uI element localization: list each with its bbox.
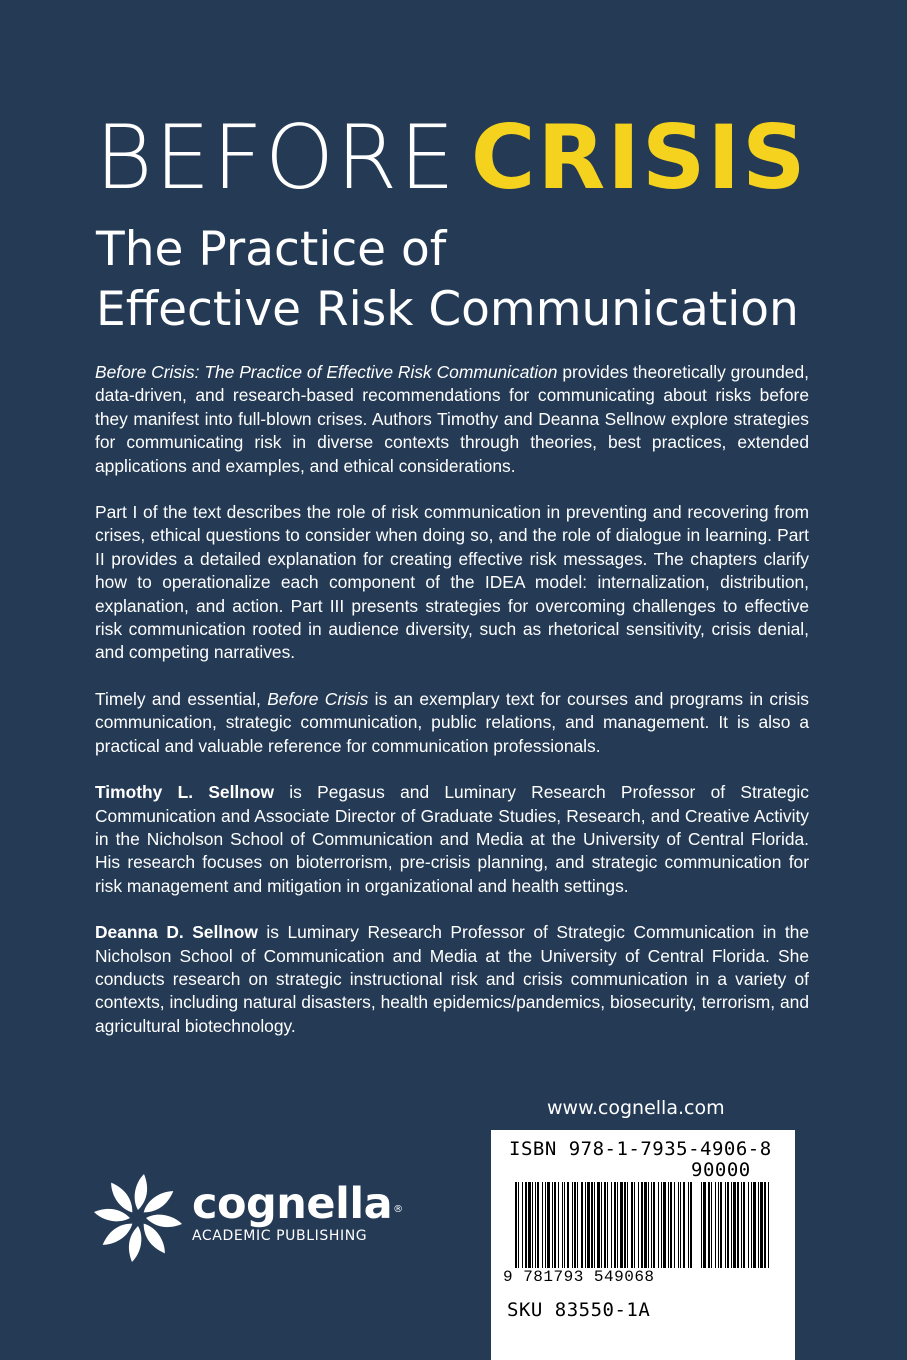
barcode-bar [528, 1182, 531, 1268]
ean-digits: 9 781793 549068 [503, 1268, 655, 1286]
barcode-bar [535, 1182, 536, 1268]
barcode-bar [688, 1182, 689, 1268]
addon-bar [748, 1182, 749, 1268]
addon-bar [741, 1182, 742, 1268]
barcode-bar [611, 1182, 612, 1268]
subtitle-line-2: Effective Risk Communication [96, 282, 799, 337]
barcode-bar [683, 1182, 685, 1268]
addon-code: 90000 [691, 1159, 751, 1181]
barcode-bar [634, 1182, 635, 1268]
barcode-bar [572, 1182, 573, 1268]
barcode-bar [661, 1182, 662, 1268]
publisher-subtitle: ACADEMIC PUBLISHING [192, 1228, 368, 1244]
sku-text: SKU 83550-1A [507, 1299, 651, 1321]
barcode-bar [614, 1182, 616, 1268]
addon-bar [768, 1182, 769, 1268]
barcode-bar [518, 1182, 519, 1268]
barcode-bar [591, 1182, 593, 1268]
barcode-bar [558, 1182, 559, 1268]
addon-bar [758, 1182, 759, 1268]
barcode-bar [638, 1182, 639, 1268]
barcode-bar [601, 1182, 602, 1268]
addon-bar [718, 1182, 719, 1268]
addon-bar [737, 1182, 739, 1268]
barcode-bar [678, 1182, 679, 1268]
description-paragraph-3: Timely and essential, Before Crisis is an exemplary text for courses and programs in crisis communication, strategic communication, public relations, and management. It is also a practical and valuable reference for communication professionals. [95, 688, 810, 756]
barcode-bar [674, 1182, 675, 1268]
barcode-bar [604, 1182, 606, 1268]
barcode-bar [663, 1182, 666, 1268]
barcode-bar [670, 1182, 672, 1268]
addon-bar [720, 1182, 722, 1268]
barcode-bar [648, 1182, 649, 1268]
barcode-bar [607, 1182, 608, 1268]
barcode-bar [594, 1182, 595, 1268]
addon-bar [753, 1182, 756, 1268]
author-name: Timothy L. Sellnow [95, 782, 275, 803]
back-cover-copy [95, 361, 809, 1061]
barcode-bar [545, 1182, 546, 1268]
book-title [95, 108, 807, 208]
book-title-italic: Before Crisis: The Practice of Effective Risk Communication [95, 362, 558, 382]
barcode-bar [562, 1182, 563, 1268]
title-crisis: CRISIS [470, 106, 808, 209]
description-paragraph-1: Before Crisis: The Practice of Effective Risk Communication provides theoretically grounded, data-driven, and research-based recommendations for communicating about risks before they manifest into full-blown crises. Authors Timothy and Deanna Sellnow explore strategies for communicating risk in diverse contexts through theories, best practices, extended applications and examples, and ethical considerations. [95, 362, 809, 476]
barcode-bar [574, 1182, 576, 1268]
barcode-bar [620, 1182, 623, 1268]
author-name: Deanna D. Sellnow [95, 922, 258, 943]
barcode-bar [597, 1182, 600, 1268]
publisher-website[interactable]: www.cognella.com [547, 1097, 725, 1119]
barcode-bar [547, 1182, 550, 1268]
addon-bar [711, 1182, 712, 1268]
isbn-text: ISBN 978-1-7935-4906-8 [509, 1138, 772, 1160]
barcode-bar [542, 1182, 543, 1268]
publisher-logo [88, 1168, 408, 1268]
addon-bar [727, 1182, 729, 1268]
barcode-bar [627, 1182, 628, 1268]
barcode-bar [537, 1182, 539, 1268]
addon-bar [764, 1182, 766, 1268]
barcode-bar [631, 1182, 633, 1268]
barcode-bar [587, 1182, 590, 1268]
description-paragraph-2: Part I of the text describes the role of risk communication in preventing and recovering from crises, ethical questions to consider when doing so, and the role of dialogue in learning. Part II provides a detailed explanation for creating effective risk messages. The chapters clarify how to operationalize each component of the IDEA model: internalization, distribution, explanation, and action. Part III presents strategies for overcoming challenges to effective risk communication rooted in audience diversity, such as rhetorical sensitivity, crisis denial, and competing narratives. [95, 502, 809, 663]
barcode-bar [658, 1182, 659, 1268]
addon-bar [760, 1182, 763, 1268]
barcode-bar [577, 1182, 578, 1268]
barcode-bar [644, 1182, 647, 1268]
addon-bar [703, 1182, 706, 1268]
barcode-bar [651, 1182, 652, 1268]
barcode-bar [554, 1182, 556, 1268]
barcode-bar [515, 1182, 517, 1268]
publisher-name: cognella® [192, 1179, 403, 1229]
barcode-bar [680, 1182, 681, 1268]
author-bio-deanna: Deanna D. Sellnow is Luminary Research Professor of Strategic Communication in the Nicholson School of Communication and Media at the University of Central Florida. She conducts research on strategic instructional risk and crisis communication in a variety of contexts, including natural disasters, health epidemics/pandemics, biosecurity, terrorism, and agricultural biotechnology. [95, 922, 809, 1036]
barcode-bar [525, 1182, 527, 1268]
barcode-bar [522, 1182, 523, 1268]
addon-bar [743, 1182, 745, 1268]
addon-bar [725, 1182, 726, 1268]
barcode-bar [668, 1182, 669, 1268]
subtitle-line-1: The Practice of [96, 222, 447, 277]
addon-bar [708, 1182, 710, 1268]
addon-bar [751, 1182, 752, 1268]
barcode-bar [581, 1182, 583, 1268]
barcode-bar [567, 1182, 569, 1268]
book-subtitle [96, 220, 799, 340]
title-before: BEFORE [95, 106, 457, 209]
barcode-bar [690, 1182, 692, 1268]
barcode-panel [491, 1130, 795, 1360]
barcode-bar [552, 1182, 553, 1268]
barcode-bar [617, 1182, 618, 1268]
barcode-bar [641, 1182, 643, 1268]
addon-bar [715, 1182, 716, 1268]
addon-bar [731, 1182, 732, 1268]
barcode-bar [653, 1182, 655, 1268]
barcode-bar [532, 1182, 533, 1268]
barcode-bar [624, 1182, 626, 1268]
barcode-bars [515, 1182, 773, 1268]
registered-mark: ® [393, 1204, 403, 1215]
barcode-bar [564, 1182, 565, 1268]
addon-bar [701, 1182, 702, 1268]
barcode-bar [585, 1182, 586, 1268]
author-bio-timothy: Timothy L. Sellnow is Pegasus and Luminary Research Professor of Strategic Communication and Associate Director of Graduate Studies, Research, and Creative Activity in the Nicholson School of Communication and Media at the University of Central Florida. His research focuses on bioterrorism, pre-crisis planning, and strategic communication for risk management and mitigation in organizational and health settings. [95, 782, 809, 896]
addon-bar [733, 1182, 736, 1268]
cognella-flower-logo-icon [88, 1168, 188, 1268]
